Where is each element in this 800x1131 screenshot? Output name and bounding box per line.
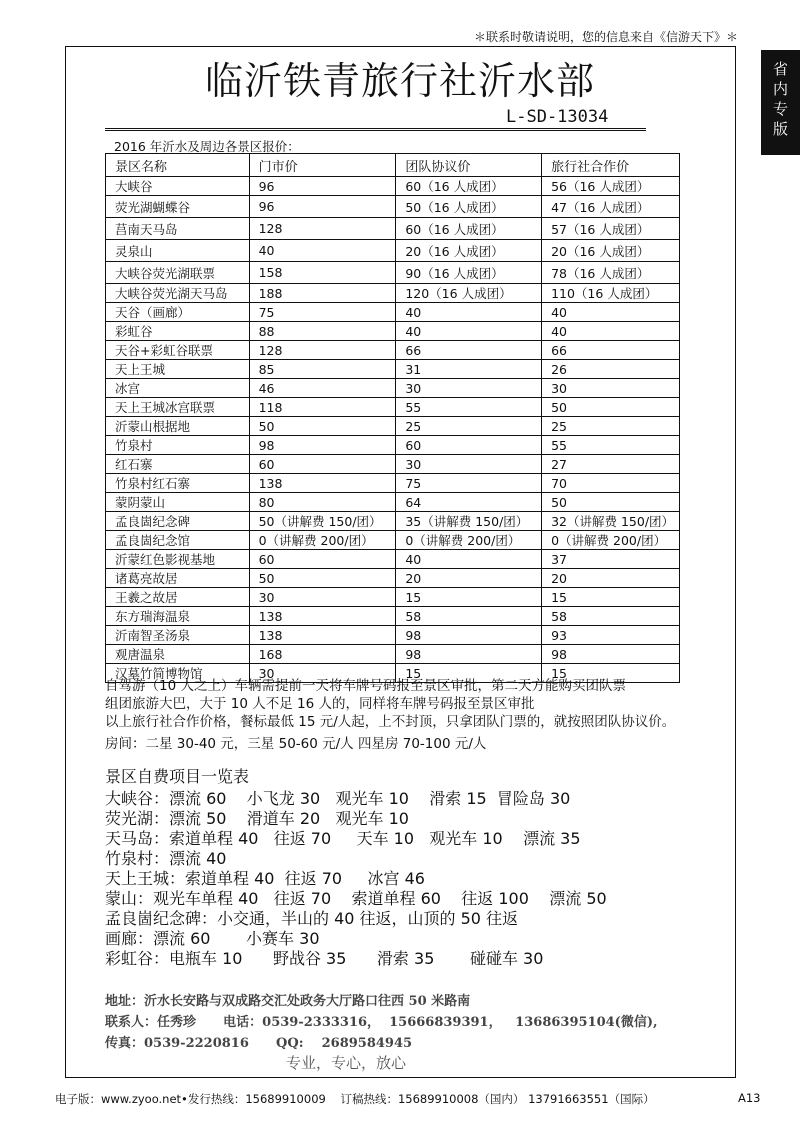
- table-row: [106, 360, 680, 379]
- cell-scenic-name: 王羲之故居: [106, 588, 250, 607]
- extras-line: 荧光湖：漂流 50 滑道车 20 观光车 10: [105, 809, 409, 828]
- extras-line: 画廊：漂流 60 小赛车 30: [105, 929, 320, 948]
- price-table-body: [106, 177, 680, 683]
- cell-group-price: 40: [396, 322, 542, 341]
- extras-line: 孟良崮纪念碑：小交通，半山的 40 往返，山顶的 50 往返: [105, 909, 519, 928]
- bus-note: 组团旅游大巴，大于 10 人不足 16 人的，同样将车牌号码报至景区审批: [105, 696, 535, 712]
- header-agency-price: 旅行社合作价: [542, 154, 680, 177]
- section-tab-char: 版: [772, 120, 788, 138]
- cell-scenic-name: 灵泉山: [106, 240, 250, 262]
- table-row: [106, 607, 680, 626]
- page-number: A13: [738, 1091, 761, 1105]
- extras-line: 蒙山：观光车单程 40 往返 70 索道单程 60 往返 100 漂流 50: [105, 889, 607, 908]
- header-retail-price: 门市价: [249, 154, 396, 177]
- cell-group-price: 98: [396, 645, 542, 664]
- extras-line: 天马岛：索道单程 40 往返 70 天车 10 观光车 10 漂流 35: [105, 829, 581, 848]
- cell-retail-price: 96: [249, 177, 396, 196]
- contact-fax-qq: 传真：0539-2220816 QQ: 2689584945: [105, 1036, 413, 1051]
- cell-scenic-name: 蒙阴蒙山: [106, 493, 250, 512]
- table-row: [106, 569, 680, 588]
- cell-agency-price: 0（讲解费 200/团）: [542, 531, 680, 550]
- cell-retail-price: 128: [249, 341, 396, 360]
- cell-agency-price: 56（16 人成团）: [542, 177, 680, 196]
- table-row: [106, 177, 680, 196]
- cell-agency-price: 37: [542, 550, 680, 569]
- cell-retail-price: 50（讲解费 150/团）: [249, 512, 396, 531]
- cell-scenic-name: 沂蒙山根据地: [106, 417, 250, 436]
- cell-group-price: 40: [396, 550, 542, 569]
- cell-agency-price: 50: [542, 493, 680, 512]
- table-row: [106, 341, 680, 360]
- extras-heading: 景区自费项目一览表: [105, 767, 250, 786]
- cell-retail-price: 85: [249, 360, 396, 379]
- section-tab-char: 内: [772, 80, 788, 98]
- cell-agency-price: 50: [542, 398, 680, 417]
- extras-line: 竹泉村：漂流 40: [105, 849, 227, 868]
- cell-retail-price: 118: [249, 398, 396, 417]
- cell-agency-price: 93: [542, 626, 680, 645]
- cell-group-price: 55: [396, 398, 542, 417]
- cell-retail-price: 60: [249, 455, 396, 474]
- cell-group-price: 75: [396, 474, 542, 493]
- cell-group-price: 60（16 人成团）: [396, 177, 542, 196]
- cell-group-price: 60（16 人成团）: [396, 218, 542, 240]
- cell-group-price: 15: [396, 588, 542, 607]
- cell-scenic-name: 观唐温泉: [106, 645, 250, 664]
- cell-scenic-name: 竹泉村: [106, 436, 250, 455]
- cell-scenic-name: 东方瑞海温泉: [106, 607, 250, 626]
- cell-scenic-name: 大峡谷荧光湖天马岛: [106, 284, 250, 303]
- contact-address: 地址：沂水长安路与双成路交汇处政务大厅路口往西 50 米路南: [105, 994, 471, 1009]
- cell-group-price: 50（16 人成团）: [396, 196, 542, 218]
- cell-group-price: 64: [396, 493, 542, 512]
- cell-group-price: 30: [396, 379, 542, 398]
- cell-scenic-name: 天上王城: [106, 360, 250, 379]
- cell-agency-price: 15: [542, 588, 680, 607]
- cell-retail-price: 50: [249, 417, 396, 436]
- cell-group-price: 98: [396, 626, 542, 645]
- cell-scenic-name: 大峡谷荧光湖联票: [106, 262, 250, 284]
- cell-group-price: 31: [396, 360, 542, 379]
- section-tab-char: 省: [772, 60, 788, 78]
- cell-agency-price: 70: [542, 474, 680, 493]
- cell-group-price: 40: [396, 303, 542, 322]
- cell-agency-price: 55: [542, 436, 680, 455]
- contact-person-phones: 联系人：任秀珍 电话：0539-2333316， 15666839391， 13686395104(微信),: [105, 1015, 658, 1030]
- table-row: [106, 196, 680, 218]
- cell-retail-price: 0（讲解费 200/团）: [249, 531, 396, 550]
- table-row: [106, 436, 680, 455]
- cell-retail-price: 30: [249, 664, 396, 683]
- cell-scenic-name: 诸葛亮故居: [106, 569, 250, 588]
- cell-agency-price: 57（16 人成团）: [542, 218, 680, 240]
- self-drive-note: 自驾游（10 人之上）车辆需提前一天将车牌号码报至景区审批，第二天方能购买团队票: [105, 678, 626, 694]
- cell-group-price: 25: [396, 417, 542, 436]
- extras-line: 彩虹谷：电瓶车 10 野战谷 35 滑索 35 碰碰车 30: [105, 949, 544, 968]
- cell-retail-price: 168: [249, 645, 396, 664]
- notes-block: [105, 677, 730, 753]
- table-caption: 2016 年沂水及周边各景区报价：: [114, 139, 300, 154]
- table-row: [106, 474, 680, 493]
- cell-agency-price: 25: [542, 417, 680, 436]
- cell-group-price: 15: [396, 664, 542, 683]
- cell-scenic-name: 荧光湖蝴蝶谷: [106, 196, 250, 218]
- cell-scenic-name: 红石寨: [106, 455, 250, 474]
- cell-agency-price: 47（16 人成团）: [542, 196, 680, 218]
- cell-group-price: 20: [396, 569, 542, 588]
- room-rates: 房间：二星 30-40 元，三星 50-60 元/人 四星房 70-100 元/人: [105, 736, 487, 752]
- table-row: [106, 218, 680, 240]
- cell-agency-price: 78（16 人成团）: [542, 262, 680, 284]
- cell-agency-price: 20: [542, 569, 680, 588]
- table-row: [106, 240, 680, 262]
- table-row: [106, 626, 680, 645]
- table-row: [106, 262, 680, 284]
- cell-scenic-name: 竹泉村红石寨: [106, 474, 250, 493]
- cell-retail-price: 128: [249, 218, 396, 240]
- section-tab-char: 专: [772, 100, 788, 118]
- table-row: [106, 284, 680, 303]
- cell-scenic-name: 汉墓竹简博物馆: [106, 664, 250, 683]
- table-row: [106, 512, 680, 531]
- extras-block: [105, 767, 730, 969]
- header-scenic-name: 景区名称: [106, 154, 250, 177]
- table-row: [106, 303, 680, 322]
- pricing-note: 以上旅行社合作价格，餐标最低 15 元/人起，上不封顶，只拿团队门票的，就按照团队协议价。: [105, 714, 676, 730]
- cell-agency-price: 98: [542, 645, 680, 664]
- cell-retail-price: 40: [249, 240, 396, 262]
- table-row: [106, 531, 680, 550]
- cell-group-price: 90（16 人成团）: [396, 262, 542, 284]
- cell-agency-price: 15: [542, 664, 680, 683]
- cell-scenic-name: 孟良崮纪念馆: [106, 531, 250, 550]
- cell-group-price: 120（16 人成团）: [396, 284, 542, 303]
- cell-group-price: 0（讲解费 200/团）: [396, 531, 542, 550]
- cell-scenic-name: 彩虹谷: [106, 322, 250, 341]
- cell-retail-price: 158: [249, 262, 396, 284]
- table-row: [106, 455, 680, 474]
- cell-agency-price: 30: [542, 379, 680, 398]
- footer-line: 电子版：www.zyoo.net•发行热线：15689910009 订稿热线：15689910008（国内） 13791663551（国际）: [55, 1092, 655, 1106]
- cell-agency-price: 110（16 人成团）: [542, 284, 680, 303]
- table-row: [106, 379, 680, 398]
- cell-retail-price: 80: [249, 493, 396, 512]
- cell-retail-price: 96: [249, 196, 396, 218]
- cell-group-price: 20（16 人成团）: [396, 240, 542, 262]
- cell-group-price: 35（讲解费 150/团）: [396, 512, 542, 531]
- cell-retail-price: 88: [249, 322, 396, 341]
- header-group-price: 团队协议价: [396, 154, 542, 177]
- table-row: [106, 322, 680, 341]
- table-row: [106, 398, 680, 417]
- agency-title: 临沂铁青旅行社沂水部: [204, 59, 595, 103]
- price-table: [105, 153, 680, 683]
- cell-agency-price: 66: [542, 341, 680, 360]
- table-row: [106, 550, 680, 569]
- cell-agency-price: 40: [542, 303, 680, 322]
- table-row: [106, 493, 680, 512]
- cell-retail-price: 75: [249, 303, 396, 322]
- cell-agency-price: 27: [542, 455, 680, 474]
- table-row: [106, 417, 680, 436]
- cell-retail-price: 138: [249, 626, 396, 645]
- slogan: 专业，专心，放心: [286, 1054, 407, 1072]
- cell-scenic-name: 天谷+彩虹谷联票: [106, 341, 250, 360]
- cell-agency-price: 32（讲解费 150/团）: [542, 512, 680, 531]
- cell-agency-price: 26: [542, 360, 680, 379]
- extras-line: 大峡谷：漂流 60 小飞龙 30 观光车 10 滑索 15 冒险岛 30: [105, 789, 571, 808]
- cell-retail-price: 138: [249, 607, 396, 626]
- cell-group-price: 66: [396, 341, 542, 360]
- cell-scenic-name: 大峡谷: [106, 177, 250, 196]
- cell-retail-price: 188: [249, 284, 396, 303]
- cell-retail-price: 30: [249, 588, 396, 607]
- cell-scenic-name: 沂蒙红色影视基地: [106, 550, 250, 569]
- table-row: [106, 588, 680, 607]
- table-row: [106, 645, 680, 664]
- cell-scenic-name: 冰宫: [106, 379, 250, 398]
- cell-retail-price: 60: [249, 550, 396, 569]
- cell-group-price: 30: [396, 455, 542, 474]
- cell-scenic-name: 孟良崮纪念碑: [106, 512, 250, 531]
- listing-code: L-SD-13034: [506, 107, 609, 127]
- contact-block: [105, 991, 730, 1054]
- cell-retail-price: 50: [249, 569, 396, 588]
- cell-scenic-name: 沂南智圣汤泉: [106, 626, 250, 645]
- cell-scenic-name: 天谷（画廊）: [106, 303, 250, 322]
- cell-retail-price: 98: [249, 436, 396, 455]
- cell-scenic-name: 莒南天马岛: [106, 218, 250, 240]
- cell-group-price: 60: [396, 436, 542, 455]
- cell-group-price: 58: [396, 607, 542, 626]
- source-notice: ＊联系时敬请说明，您的信息来自《信游天下》＊: [473, 30, 738, 44]
- cell-scenic-name: 天上王城冰宫联票: [106, 398, 250, 417]
- title-rule: [105, 128, 646, 131]
- cell-retail-price: 138: [249, 474, 396, 493]
- cell-retail-price: 46: [249, 379, 396, 398]
- cell-agency-price: 20（16 人成团）: [542, 240, 680, 262]
- cell-agency-price: 58: [542, 607, 680, 626]
- cell-agency-price: 40: [542, 322, 680, 341]
- table-header-row: [106, 154, 680, 177]
- extras-line: 天上王城：索道单程 40 往返 70 冰宫 46: [105, 869, 425, 888]
